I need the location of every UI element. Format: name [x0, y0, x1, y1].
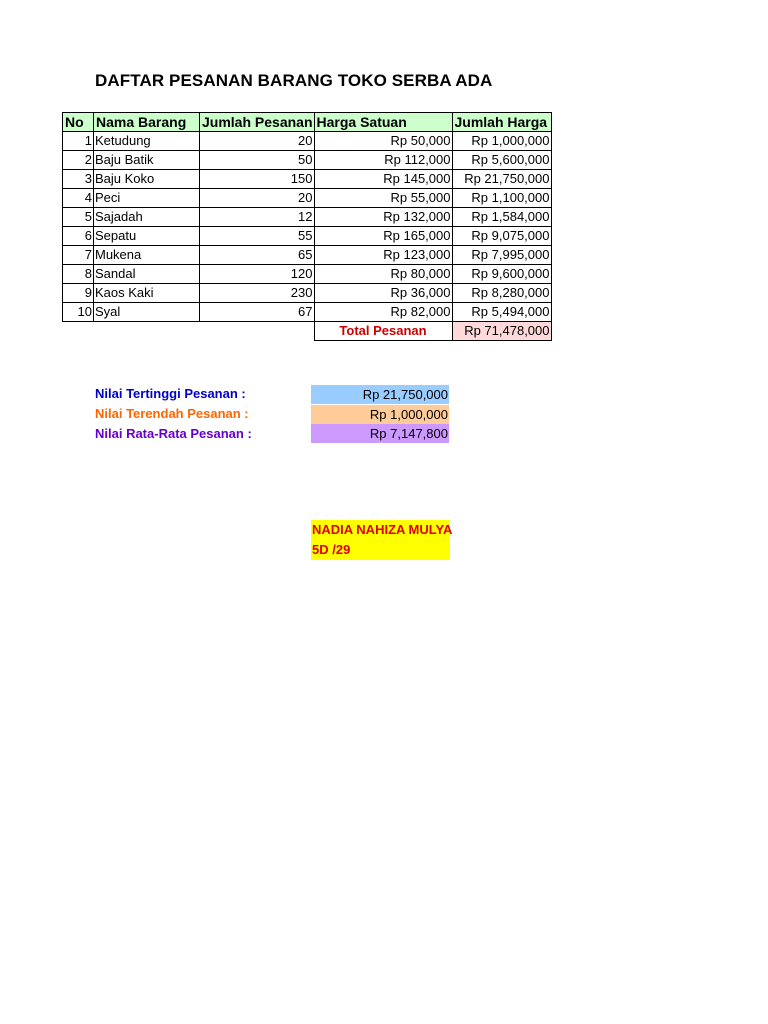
cell-harga[interactable]: Rp 132,000	[314, 208, 452, 227]
cell-harga[interactable]: Rp 36,000	[314, 284, 452, 303]
table-row	[63, 170, 552, 189]
total-pesanan-value[interactable]: Rp 71,478,000	[452, 322, 551, 341]
cell-no[interactable]: 8	[63, 265, 94, 284]
header-nama-barang[interactable]: Nama Barang	[94, 113, 200, 132]
total-pesanan-label[interactable]: Total Pesanan	[314, 322, 452, 341]
cell-no[interactable]: 6	[63, 227, 94, 246]
cell-total[interactable]: Rp 7,995,000	[452, 246, 551, 265]
table-header-row	[63, 113, 552, 132]
cell-jumlah[interactable]: 12	[200, 208, 315, 227]
table-row	[63, 246, 552, 265]
min-order-value[interactable]: Rp 1,000,000	[311, 405, 449, 424]
blank-cell	[200, 322, 315, 341]
cell-total[interactable]: Rp 8,280,000	[452, 284, 551, 303]
cell-nama[interactable]: Baju Batik	[94, 151, 200, 170]
cell-harga[interactable]: Rp 80,000	[314, 265, 452, 284]
cell-nama[interactable]: Sandal	[94, 265, 200, 284]
cell-nama[interactable]: Baju Koko	[94, 170, 200, 189]
table-row	[63, 265, 552, 284]
total-row	[63, 322, 552, 341]
cell-jumlah[interactable]: 230	[200, 284, 315, 303]
max-order-value[interactable]: Rp 21,750,000	[311, 385, 449, 404]
table-row	[63, 132, 552, 151]
cell-no[interactable]: 3	[63, 170, 94, 189]
cell-total[interactable]: Rp 1,584,000	[452, 208, 551, 227]
table-row	[63, 303, 552, 322]
cell-no[interactable]: 7	[63, 246, 94, 265]
cell-harga[interactable]: Rp 82,000	[314, 303, 452, 322]
cell-harga[interactable]: Rp 123,000	[314, 246, 452, 265]
cell-nama[interactable]: Peci	[94, 189, 200, 208]
header-jumlah-harga[interactable]: Jumlah Harga	[452, 113, 551, 132]
header-jumlah-pesanan[interactable]: Jumlah Pesanan	[200, 113, 315, 132]
cell-total[interactable]: Rp 5,494,000	[452, 303, 551, 322]
cell-no[interactable]: 1	[63, 132, 94, 151]
cell-harga[interactable]: Rp 112,000	[314, 151, 452, 170]
cell-total[interactable]: Rp 9,075,000	[452, 227, 551, 246]
avg-order-label: Nilai Rata-Rata Pesanan :	[95, 426, 252, 441]
author-name[interactable]: NADIA NAHIZA MULYA	[311, 520, 450, 540]
header-harga-satuan[interactable]: Harga Satuan	[314, 113, 452, 132]
blank-cell	[94, 322, 200, 341]
cell-total[interactable]: Rp 1,100,000	[452, 189, 551, 208]
table-row	[63, 227, 552, 246]
cell-total[interactable]: Rp 21,750,000	[452, 170, 551, 189]
cell-total[interactable]: Rp 9,600,000	[452, 265, 551, 284]
cell-total[interactable]: Rp 5,600,000	[452, 151, 551, 170]
cell-nama[interactable]: Kaos Kaki	[94, 284, 200, 303]
cell-harga[interactable]: Rp 50,000	[314, 132, 452, 151]
cell-jumlah[interactable]: 150	[200, 170, 315, 189]
cell-total[interactable]: Rp 1,000,000	[452, 132, 551, 151]
cell-no[interactable]: 10	[63, 303, 94, 322]
cell-nama[interactable]: Syal	[94, 303, 200, 322]
table-row	[63, 208, 552, 227]
cell-no[interactable]: 4	[63, 189, 94, 208]
cell-nama[interactable]: Sepatu	[94, 227, 200, 246]
orders-table	[62, 112, 552, 341]
cell-jumlah[interactable]: 120	[200, 265, 315, 284]
min-order-label: Nilai Terendah Pesanan :	[95, 406, 249, 421]
cell-no[interactable]: 9	[63, 284, 94, 303]
cell-harga[interactable]: Rp 145,000	[314, 170, 452, 189]
cell-nama[interactable]: Mukena	[94, 246, 200, 265]
cell-harga[interactable]: Rp 55,000	[314, 189, 452, 208]
cell-nama[interactable]: Sajadah	[94, 208, 200, 227]
cell-jumlah[interactable]: 67	[200, 303, 315, 322]
header-no[interactable]: No	[63, 113, 94, 132]
cell-jumlah[interactable]: 50	[200, 151, 315, 170]
cell-harga[interactable]: Rp 165,000	[314, 227, 452, 246]
avg-order-value[interactable]: Rp 7,147,800	[311, 424, 449, 443]
cell-no[interactable]: 5	[63, 208, 94, 227]
table-row	[63, 189, 552, 208]
max-order-label: Nilai Tertinggi Pesanan :	[95, 386, 246, 401]
page-title: DAFTAR PESANAN BARANG TOKO SERBA ADA	[95, 71, 493, 90]
cell-nama[interactable]: Ketudung	[94, 132, 200, 151]
blank-cell	[63, 322, 94, 341]
cell-no[interactable]: 2	[63, 151, 94, 170]
author-class[interactable]: 5D /29	[311, 540, 450, 560]
cell-jumlah[interactable]: 65	[200, 246, 315, 265]
cell-jumlah[interactable]: 55	[200, 227, 315, 246]
table-row	[63, 284, 552, 303]
cell-jumlah[interactable]: 20	[200, 189, 315, 208]
cell-jumlah[interactable]: 20	[200, 132, 315, 151]
table-row	[63, 151, 552, 170]
